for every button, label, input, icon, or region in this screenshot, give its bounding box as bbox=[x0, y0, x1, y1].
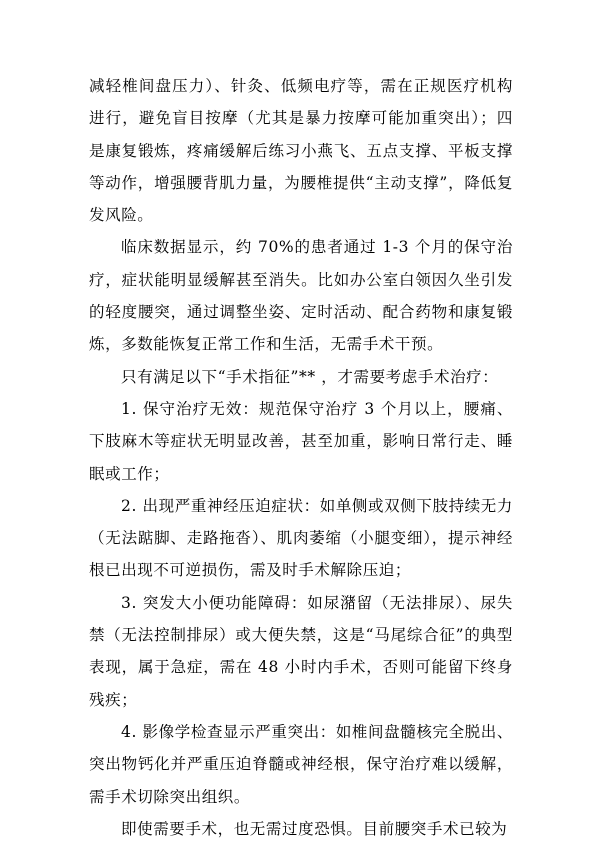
paragraph-surgery-reassurance: 即使需要手术，也无需过度恐惧。目前腰突手术已较为 bbox=[121, 819, 508, 838]
paragraph-surgery-indications-intro: 只有满足以下“手术指征”** ，才需要考虑手术治疗： bbox=[121, 367, 499, 386]
list-item-indication-1: 1. 保守治疗无效：规范保守治疗 3 个月以上，腰痛、下肢麻木等症状无明显改善，甚至加重，影响日常行走、睡眠或工作； bbox=[89, 399, 513, 483]
list-item-indication-4: 4. 影像学检查显示严重突出：如椎间盘髓核完全脱出、突出物钙化并严重压迫脊髓或神经根，保守治疗难以缓解，需手术切除突出组织。 bbox=[89, 722, 513, 806]
paragraph-clinical-data: 临床数据显示，约 70%的患者通过 1-3 个月的保守治疗，症状能明显缓解甚至消失。比如办公室白领因久坐引发的轻度腰突，通过调整坐姿、定时活动、配合药物和康复锻炼，多数能恢复正常工作和生活，无需手术干预。 bbox=[89, 238, 513, 354]
list-item-indication-2: 2. 出现严重神经压迫症状：如单侧或双侧下肢持续无力（无法踮脚、走路拖沓）、肌肉萎缩（小腿变细），提示神经根已出现不可逆损伤，需及时手术解除压迫； bbox=[89, 496, 513, 580]
list-item-indication-3: 3. 突发大小便功能障碍：如尿潴留（无法排尿）、尿失禁（无法控制排尿）或大便失禁，这是“马尾综合征”的典型表现，属于急症，需在 48 小时内手术，否则可能留下终身残疾； bbox=[89, 593, 513, 709]
paragraph-treatment-continuation: 减轻椎间盘压力）、针灸、低频电疗等，需在正规医疗机构进行，避免盲目按摩（尤其是暴力按摩可能加重突出）；四是康复锻炼，疼痛缓解后练习小燕飞、五点支撑、平板支撑等动作，增强腰背肌力量，为腰椎提供“主动支撑”，降低复发风险。 bbox=[89, 77, 513, 225]
document-body bbox=[89, 70, 513, 845]
